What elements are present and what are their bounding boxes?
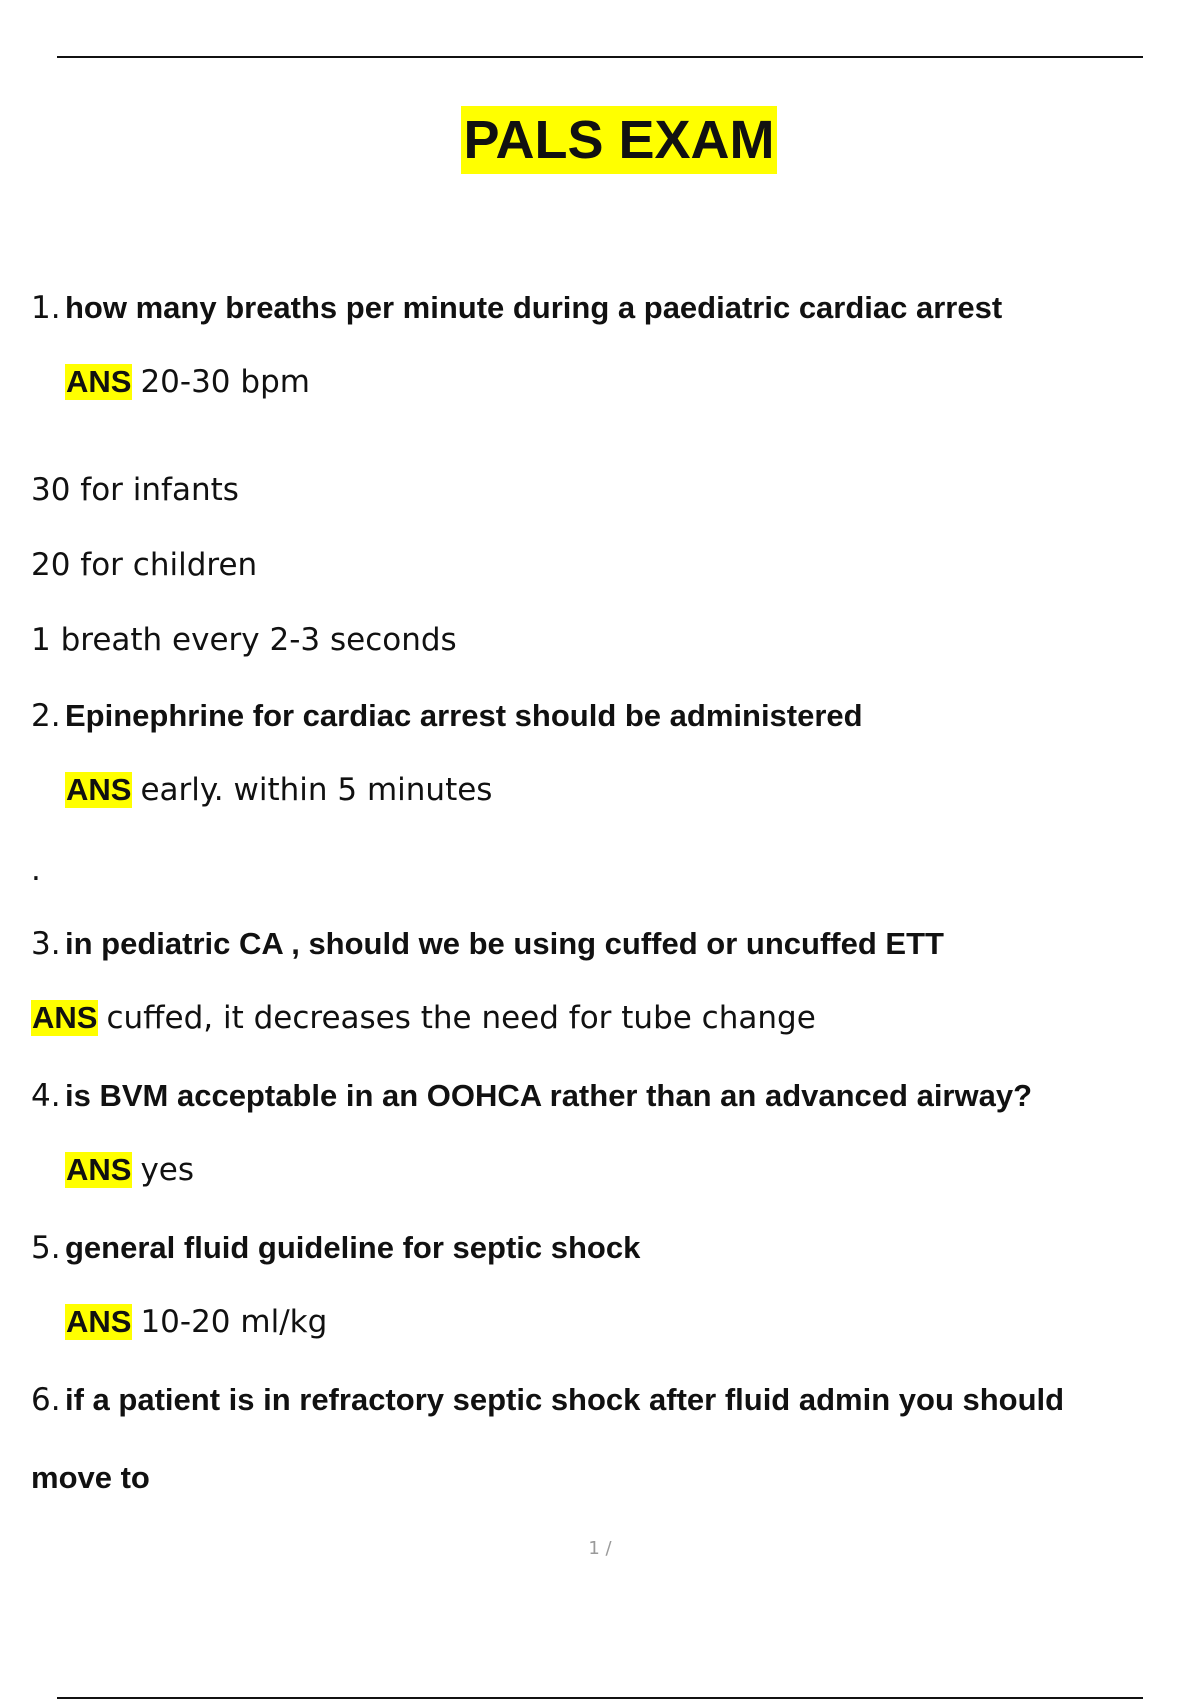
note-line: 20 for children	[31, 547, 258, 583]
question-text: is BVM acceptable in an OOHCA rather than an advanced airway?	[65, 1078, 1033, 1113]
question-5	[31, 1230, 640, 1266]
question-4	[31, 1078, 1032, 1114]
answer-text: 10-20 ml/kg	[140, 1304, 328, 1340]
question-number: 6.	[31, 1382, 61, 1418]
answer-label: ANS	[32, 1000, 98, 1035]
question-text: how many breaths per minute during a paediatric cardiac arrest	[65, 290, 1003, 325]
answer-3	[31, 1000, 816, 1036]
note-line: 1 breath every 2-3 seconds	[31, 622, 457, 658]
document-title: PALS EXAM	[461, 106, 776, 174]
question-3	[31, 926, 944, 962]
page-indicator: 1 /	[588, 1538, 612, 1559]
answer-4	[65, 1152, 194, 1188]
answer-label: ANS	[66, 364, 132, 399]
question-number: 3.	[31, 926, 61, 962]
note-line: 30 for infants	[31, 472, 239, 508]
question-number: 5.	[31, 1230, 61, 1266]
answer-text: early. within 5 minutes	[140, 772, 493, 808]
question-text: in pediatric CA , should we be using cuffed or uncuffed ETT	[65, 926, 944, 961]
answer-1	[65, 364, 310, 400]
title-container	[0, 106, 1200, 174]
answer-label: ANS	[66, 1304, 132, 1339]
question-2	[31, 698, 863, 734]
question-6	[31, 1382, 1064, 1418]
question-1	[31, 290, 1002, 326]
answer-label: ANS	[66, 1152, 132, 1187]
question-number: 1.	[31, 290, 61, 326]
answer-2	[65, 772, 492, 808]
answer-text: 20-30 bpm	[140, 364, 310, 400]
question-number: 4.	[31, 1078, 61, 1114]
question-text: general fluid guideline for septic shock	[65, 1230, 641, 1265]
answer-text: yes	[140, 1152, 195, 1188]
answer-text: cuffed, it decreases the need for tube change	[106, 1000, 816, 1036]
question-number: 2.	[31, 698, 61, 734]
question-text: if a patient is in refractory septic shock after fluid admin you should	[65, 1382, 1065, 1417]
top-rule	[57, 56, 1143, 58]
bottom-rule	[57, 1697, 1143, 1699]
question-6-continued	[31, 1460, 150, 1496]
answer-5	[65, 1304, 327, 1340]
question-text-continued: move to	[31, 1460, 150, 1495]
note-line: .	[31, 852, 41, 888]
answer-label: ANS	[66, 772, 132, 807]
question-text: Epinephrine for cardiac arrest should be administered	[65, 698, 863, 733]
